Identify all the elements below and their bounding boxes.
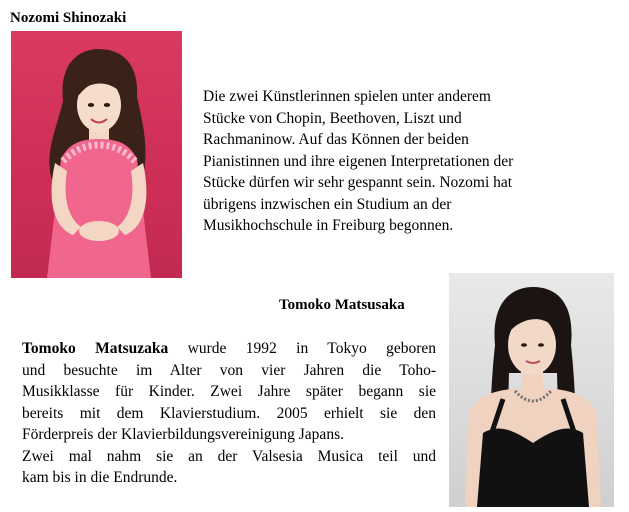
tomoko-text-line — [22, 338, 436, 360]
tomoko-description — [22, 338, 436, 489]
nozomi-text-line: übrigens inzwischen ein Studium an der — [203, 195, 452, 213]
nozomi-text-line: Pianistinnen und ihre eigenen Interpretationen der — [203, 152, 514, 170]
nozomi-text-line: Stücke von Chopin, Beethoven, Liszt und — [203, 109, 462, 127]
nozomi-text-line: Rachmaninow. Auf das Können der beiden — [203, 131, 469, 148]
tomoko-first-line-rest: wurde 1992 in Tokyo geboren — [168, 340, 436, 357]
nozomi-name-heading: Nozomi Shinozaki — [10, 10, 127, 26]
nozomi-text-line: Stücke dürfen wir sehr gespannt sein. Nozomi hat — [203, 174, 513, 191]
nozomi-text-line: Musikhochschule in Freiburg begonnen. — [203, 217, 454, 234]
tomoko-text-line: kam bis in die Endrunde. — [22, 469, 178, 486]
nozomi-portrait-photo — [11, 31, 182, 278]
tomoko-text-line: Musikklasse für Kinder. Zwei Jahre später begann sie — [22, 383, 436, 400]
nozomi-text-line: Die zwei Künstlerinnen spielen unter anderem — [203, 88, 491, 105]
tomoko-text-line: bereits mit dem Klavierstudium. 2005 erhielt sie den — [22, 404, 436, 422]
tomoko-text-line: Förderpreis der Klavierbildungsvereinigung Japans. — [22, 426, 344, 443]
tomoko-text-line: und besuchte im Alter von vier Jahren die Toho- — [22, 361, 436, 379]
tomoko-bold-name: Tomoko Matsuzaka — [22, 340, 169, 357]
tomoko-portrait-photo — [449, 273, 614, 507]
tomoko-text-line: Zwei mal nahm sie an der Valsesia Musica teil und — [22, 447, 436, 465]
nozomi-description — [203, 86, 583, 237]
tomoko-name-heading: Tomoko Matsusaka — [279, 297, 405, 313]
